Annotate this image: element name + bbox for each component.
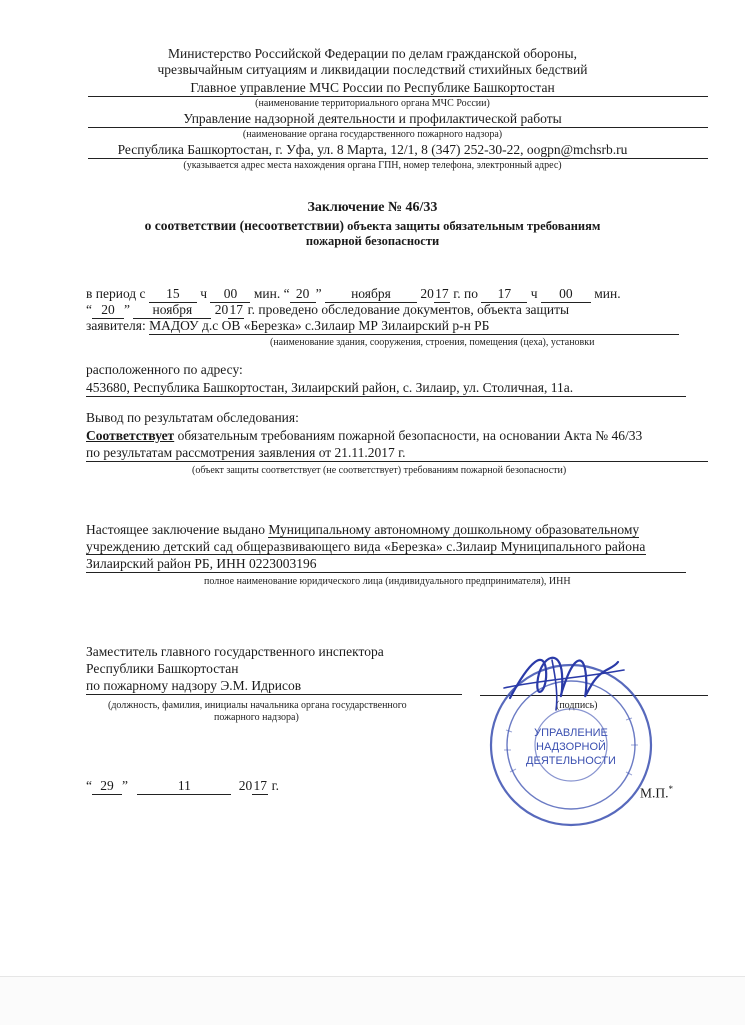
from-month: ноября [325,286,417,303]
date-year: 17 [253,778,267,793]
signatory-caption-2: пожарного надзора) [214,712,299,723]
stamp-text-2: НАДЗОРНОЙ [536,741,606,753]
signature-caption: (подпись) [556,700,598,711]
hour-unit: ч [200,286,208,301]
issued-line-1 [86,522,711,538]
from-day: 20 [290,286,316,303]
footer-date [86,778,279,795]
to-day: 20 [92,302,124,319]
conclusion-subtitle-line2: пожарной безопасности [305,234,440,248]
seal-label-text: М.П. [640,785,669,801]
supervision-body-rule [88,127,708,128]
office-address-rule [88,158,708,159]
conclusion-result-line [86,428,642,444]
subtitle-bold-part: о соответствии (несоответствии) [144,218,345,233]
handwritten-signature [500,640,630,720]
conclusion-result-line2: по результатам рассмотрения заявления от 21.11.2017 г. [86,445,708,462]
period-line: в период с 15 ч 00 мин. “ 20 ” ноября 2017 г. по 17 ч 00 мин. [86,286,621,301]
issued-recipient-line3: Зилаирский район РБ, ИНН 0223003196 [86,556,686,573]
issued-prefix: Настоящее заключение выдано [86,522,265,537]
date-year-prefix: 20 [238,778,253,793]
scan-bottom-edge [0,976,745,1025]
minute-unit: мин. [253,286,281,301]
to-month: ноября [133,302,211,319]
from-minute: 00 [210,286,250,303]
from-year-prefix: 20 [420,286,434,301]
date-open-quote: “ [86,778,92,793]
issued-recipient-line1: Муниципальному автономному дошкольному образовательному [268,522,640,537]
location-address: 453680, Республика Башкортостан, Зилаирский район, с. Зилаир, ул. Столичная, 11а. [86,380,686,397]
signatory-line-1: Заместитель главного государственного инспектора [86,644,384,659]
to-label: г. по [453,286,478,301]
date-suffix: г. [271,778,280,793]
conclusion-result-line2-row [86,445,708,462]
stamp-text-1: УПРАВЛЕНИЕ [534,727,608,739]
supervision-body: Управление надзорной деятельности и профилактической работы [183,111,562,126]
to-minute: 00 [541,286,591,303]
applicant-caption: (наименование здания, сооружения, строения, помещения (цеха), установки [270,337,595,348]
date-month: 11 [137,778,231,795]
ministry-line-1: Министерство Российской Федерации по делам гражданской обороны, [168,46,577,61]
conclusion-result-rest: обязательным требованиям пожарной безопасности, на основании Акта № 46/33 [174,428,643,443]
subtitle-rest: объекта защиты обязательным требованиям [344,219,601,233]
period-prefix: в период с [86,286,146,301]
signatory-line-2: Республики Башкортостан [86,661,239,676]
territorial-body-rule [88,96,708,97]
from-hour: 15 [149,286,197,303]
seal-place-label [640,784,673,802]
period-line-2: “ 20 ” ноября 2017 г. проведено обследование документов, объекта защиты [86,302,570,317]
office-address: Республика Башкортостан, г. Уфа, ул. 8 Марта, 12/1, 8 (347) 252-30-22, oogpn@mchsrb.ru [117,142,628,157]
to-hour-unit: ч [530,286,538,301]
conclusion-subtitle [0,218,745,234]
signatory-caption-1: (должность, фамилия, инициалы начальника органа государственного [108,700,407,711]
seal-mark: * [668,784,674,794]
location-address-line [86,380,686,397]
signatory-line-3-row [86,678,462,695]
supervision-body-caption: (наименование органа государственного пожарного надзора) [242,129,503,140]
territorial-body: Главное управление МЧС России по Республике Башкортостан [190,80,555,95]
applicant-name: МАДОУ д.с ОВ «Березка» с.Зилаир МР Зилаирский р-н РБ [149,318,679,335]
conclusion-caption: (объект защиты соответствует (не соответствует) требованиям пожарной безопасности) [192,465,567,476]
issued-caption: полное наименование юридического лица (индивидуального предпринимателя), ИНН [204,576,571,587]
date-close-quote: ” [122,778,128,793]
stamp-text-3: ДЕЯТЕЛЬНОСТИ [526,755,616,767]
ministry-line-2: чрезвычайным ситуациям и ликвидации последствий стихийных бедствий [157,62,588,77]
issued-recipient-line2: учреждению детский сад общеразвивающего вида «Березка» с.Зилаир Муниципального района [86,539,646,554]
applicant-label: заявителя: [86,318,146,333]
date-day: 29 [92,778,122,795]
applicant-line [86,318,679,335]
conclusion-number: Заключение № 46/33 [307,200,438,215]
from-year: 17 [435,286,449,301]
conclusion-label: Вывод по результатам обследования: [86,410,299,425]
location-label: расположенного по адресу: [86,362,243,377]
issued-line-2-row [86,539,711,555]
to-hour: 17 [481,286,527,303]
territorial-body-caption: (наименование территориального органа МЧС России) [255,98,490,109]
to-year-prefix: 20 [214,302,229,317]
conducted-text: г. проведено обследование документов, объекта защиты [247,302,570,317]
office-address-caption: (указывается адрес места нахождения органа ГПН, номер телефона, электронный адрес) [183,160,562,171]
conclusion-result-bold: Соответствует [86,428,175,443]
to-minute-unit: мин. [594,286,621,301]
signatory-line-3: по пожарному надзору Э.М. Идрисов [86,678,462,695]
to-year: 17 [229,302,243,317]
issued-line-3-row [86,556,711,573]
